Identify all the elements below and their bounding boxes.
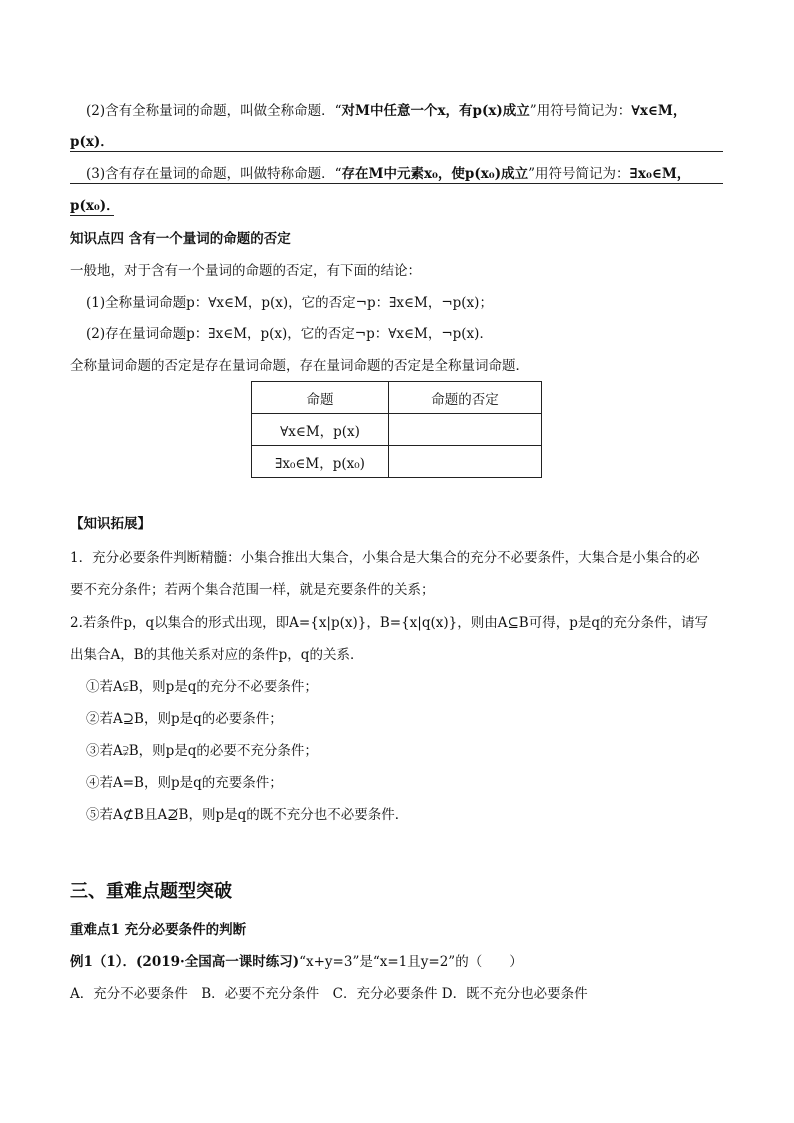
- universal-symbol-1: ∀x∈M，: [631, 103, 687, 119]
- rule-existential-negation: (2)存在量词命题p：∃x∈M，p(x)，它的否定¬p：∀x∈M，¬p(x)．: [86, 326, 493, 342]
- section-heading: 三、重难点题型突破: [70, 881, 232, 902]
- negation-table: [251, 381, 542, 478]
- table-cell: [389, 414, 542, 446]
- list-item: ④若A=B，则p是q的充要条件；: [86, 775, 283, 791]
- existential-statement: 存在M中元素x₀，使p(x₀)成立: [341, 166, 529, 182]
- table-header: 命题: [252, 382, 389, 414]
- table-header: 命题的否定: [389, 382, 542, 414]
- table-cell: [389, 446, 542, 478]
- list-item: ⑤若A⊄B且A⊉B，则p是q的既不充分也不必要条件．: [86, 807, 409, 823]
- section-title: 【知识拓展】: [70, 516, 151, 532]
- paragraph: 要不充分条件；若两个集合范围一样，就是充要条件的关系；: [70, 582, 435, 598]
- universal-symbol-2: p(x)．: [70, 134, 114, 150]
- example-label: 例1（1）．(2019·全国高一课时练习): [70, 954, 300, 970]
- universal-mid: ”用符号简记为：: [529, 103, 632, 119]
- table-cell: ∀x∈M，p(x): [252, 414, 389, 446]
- paragraph: 1．充分必要条件判断精髓：小集合推出大集合，小集合是大集合的充分不必要条件，大集合是小集合的必: [70, 550, 700, 566]
- table-cell: ∃x₀∈M，p(x₀): [252, 446, 389, 478]
- list-item: ③若A⫌B，则p是q的必要不充分条件；: [86, 743, 318, 759]
- fill-in-underline: [70, 215, 114, 216]
- paragraph: 出集合A，B的其他关系对应的条件p，q的关系．: [70, 647, 364, 663]
- subsection-title: 重难点1 充分必要条件的判断: [70, 922, 247, 938]
- list-item: ①若A⫋B，则p是q的充分不必要条件；: [86, 679, 318, 695]
- paragraph: 2.若条件p，q以集合的形式出现，即A={x|p(x)}，B={x|q(x)}，则由A⊆B可得，p是q的充分条件，请写: [70, 615, 708, 631]
- paragraph: 一般地，对于含有一个量词的命题的否定，有下面的结论：: [70, 263, 421, 279]
- example-question: [70, 952, 523, 972]
- answer-options: A．充分不必要条件 B．必要不充分条件 C．充分必要条件 D．既不充分也必要条件: [70, 986, 588, 1002]
- existential-symbol-1: ∃x₀∈M，: [629, 166, 691, 182]
- example-text: “x+y=3”是“x=1且y=2”的（ ）: [299, 954, 523, 970]
- list-item: ②若A⊇B，则p是q的必要条件；: [86, 711, 283, 727]
- table-row: [252, 414, 542, 446]
- section-title: 知识点四 含有一个量词的命题的否定: [70, 231, 291, 247]
- paragraph: 全称量词命题的否定是存在量词命题，存在量词命题的否定是全称量词命题．: [70, 358, 529, 374]
- existential-line-1: [86, 164, 690, 184]
- existential-intro: (3)含有存在量词的命题，叫做特称命题．“: [86, 166, 342, 182]
- table-header-row: [252, 382, 542, 414]
- fill-in-underline: [70, 151, 723, 152]
- universal-intro: (2)含有全称量词的命题，叫做全称命题．“: [86, 103, 342, 119]
- rule-universal-negation: (1)全称量词命题p：∀x∈M，p(x)，它的否定¬p：∃x∈M，¬p(x)；: [86, 295, 493, 311]
- universal-statement: 对M中任意一个x，有p(x)成立: [341, 103, 530, 119]
- existential-mid: ”用符号简记为：: [528, 166, 630, 182]
- existential-symbol-2: p(x₀)．: [70, 198, 120, 214]
- fill-in-underline: [70, 183, 723, 184]
- universal-line-1: [86, 101, 686, 121]
- table-row: [252, 446, 542, 478]
